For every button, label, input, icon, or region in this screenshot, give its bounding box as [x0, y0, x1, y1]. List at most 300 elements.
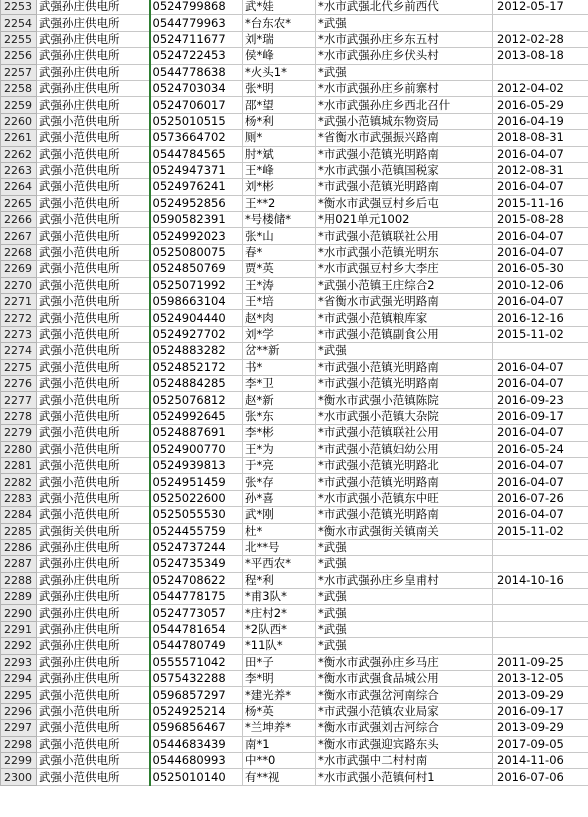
row-number-cell[interactable]: 2274 [1, 343, 37, 359]
date-cell[interactable] [493, 343, 588, 359]
date-cell[interactable]: 2016-04-07 [493, 425, 588, 441]
customer-name-cell[interactable]: 北**号 [243, 539, 316, 555]
address-cell[interactable]: *市武强小范镇联社公用 [316, 425, 493, 441]
date-cell[interactable]: 2016-07-26 [493, 490, 588, 506]
account-number-cell[interactable]: 0524884285 [150, 375, 243, 391]
customer-name-cell[interactable]: 武*娃 [243, 0, 316, 15]
date-cell[interactable]: 2016-04-07 [493, 179, 588, 195]
date-cell[interactable]: 2016-04-07 [493, 228, 588, 244]
date-cell[interactable] [493, 589, 588, 605]
customer-name-cell[interactable]: 张*山 [243, 228, 316, 244]
account-number-cell[interactable]: 0544680993 [150, 752, 243, 768]
customer-name-cell[interactable]: 李*彬 [243, 425, 316, 441]
account-number-cell[interactable]: 0524952856 [150, 195, 243, 211]
supply-office-cell[interactable]: 武强小范供电所 [37, 425, 150, 441]
customer-name-cell[interactable]: 杜* [243, 523, 316, 539]
date-cell[interactable]: 2013-09-29 [493, 720, 588, 736]
supply-office-cell[interactable]: 武强孙庄供电所 [37, 572, 150, 588]
account-number-cell[interactable]: 0524737244 [150, 539, 243, 555]
date-cell[interactable]: 2016-04-07 [493, 375, 588, 391]
row-number-cell[interactable]: 2263 [1, 162, 37, 178]
account-number-cell[interactable]: 0524883282 [150, 343, 243, 359]
address-cell[interactable]: *市武强小范镇粮库家 [316, 310, 493, 326]
account-number-cell[interactable]: 0524850769 [150, 261, 243, 277]
date-cell[interactable]: 2012-02-28 [493, 31, 588, 47]
customer-name-cell[interactable]: 田*子 [243, 654, 316, 670]
supply-office-cell[interactable]: 武强小范供电所 [37, 212, 150, 228]
customer-name-cell[interactable]: 王*峰 [243, 162, 316, 178]
customer-name-cell[interactable]: *台东农* [243, 15, 316, 31]
address-cell[interactable]: *水市武强孙庄乡皇甫村 [316, 572, 493, 588]
address-cell[interactable]: *水市武强孙庄乡伏头村 [316, 48, 493, 64]
date-cell[interactable]: 2016-12-16 [493, 310, 588, 326]
supply-office-cell[interactable]: 武强小范供电所 [37, 769, 150, 785]
account-number-cell[interactable]: 0544784565 [150, 146, 243, 162]
address-cell[interactable]: *武强 [316, 539, 493, 555]
address-cell[interactable]: *武强小范镇城东物资局 [316, 113, 493, 129]
customer-name-cell[interactable]: 王*培 [243, 294, 316, 310]
supply-office-cell[interactable]: 武强孙庄供电所 [37, 671, 150, 687]
customer-name-cell[interactable]: 贾*英 [243, 261, 316, 277]
customer-name-cell[interactable]: *甫3队* [243, 589, 316, 605]
supply-office-cell[interactable]: 武强小范供电所 [37, 228, 150, 244]
row-number-cell[interactable]: 2275 [1, 359, 37, 375]
address-cell[interactable]: *水市武强小范镇东中旺 [316, 490, 493, 506]
date-cell[interactable]: 2015-11-16 [493, 195, 588, 211]
supply-office-cell[interactable]: 武强小范供电所 [37, 146, 150, 162]
account-number-cell[interactable]: 0524900770 [150, 441, 243, 457]
account-number-cell[interactable]: 0524703034 [150, 80, 243, 96]
supply-office-cell[interactable]: 武强孙庄供电所 [37, 589, 150, 605]
date-cell[interactable]: 2016-05-24 [493, 441, 588, 457]
address-cell[interactable]: *水市武强豆村乡大李庄 [316, 261, 493, 277]
row-number-cell[interactable]: 2291 [1, 621, 37, 637]
account-number-cell[interactable]: 0524939813 [150, 457, 243, 473]
date-cell[interactable]: 2018-08-31 [493, 130, 588, 146]
row-number-cell[interactable]: 2261 [1, 130, 37, 146]
supply-office-cell[interactable]: 武强孙庄供电所 [37, 654, 150, 670]
date-cell[interactable]: 2016-09-17 [493, 408, 588, 424]
date-cell[interactable] [493, 556, 588, 572]
customer-name-cell[interactable]: 春* [243, 244, 316, 260]
account-number-cell[interactable]: 0524852172 [150, 359, 243, 375]
supply-office-cell[interactable]: 武强小范供电所 [37, 736, 150, 752]
account-number-cell[interactable]: 0524722453 [150, 48, 243, 64]
date-cell[interactable] [493, 605, 588, 621]
address-cell[interactable]: *武强 [316, 343, 493, 359]
customer-name-cell[interactable]: *平西农* [243, 556, 316, 572]
supply-office-cell[interactable]: 武强孙庄供电所 [37, 556, 150, 572]
address-cell[interactable]: *水市武强小范镇国税家 [316, 162, 493, 178]
account-number-cell[interactable]: 0524951459 [150, 474, 243, 490]
account-number-cell[interactable]: 0573664702 [150, 130, 243, 146]
table-row [1, 294, 588, 310]
customer-name-cell[interactable]: 张*明 [243, 80, 316, 96]
date-cell[interactable]: 2016-04-07 [493, 359, 588, 375]
address-cell[interactable]: *省衡水市武强光明路南 [316, 294, 493, 310]
row-number-cell[interactable]: 2283 [1, 490, 37, 506]
customer-name-cell[interactable]: *2队西* [243, 621, 316, 637]
row-number-cell[interactable]: 2258 [1, 80, 37, 96]
row-number-cell[interactable]: 2259 [1, 97, 37, 113]
supply-office-cell[interactable]: 武强孙庄供电所 [37, 48, 150, 64]
supply-office-cell[interactable]: 武强孙庄供电所 [37, 97, 150, 113]
address-cell[interactable]: *水市武强孙庄乡前寨村 [316, 80, 493, 96]
address-cell[interactable]: *衡水市武强豆村乡后屯 [316, 195, 493, 211]
date-cell[interactable]: 2016-09-23 [493, 392, 588, 408]
supply-office-cell[interactable]: 武强小范供电所 [37, 113, 150, 129]
date-cell[interactable]: 2016-09-17 [493, 703, 588, 719]
customer-name-cell[interactable]: 于*亮 [243, 457, 316, 473]
row-number-cell[interactable]: 2260 [1, 113, 37, 129]
address-cell[interactable]: *武强 [316, 621, 493, 637]
customer-name-cell[interactable]: *庄村2* [243, 605, 316, 621]
supply-office-cell[interactable]: 武强孙庄供电所 [37, 621, 150, 637]
address-cell[interactable]: *衡水市武强食品城公用 [316, 671, 493, 687]
supply-office-cell[interactable]: 武强小范供电所 [37, 687, 150, 703]
row-number-cell[interactable]: 2295 [1, 687, 37, 703]
account-number-cell[interactable]: 0525055530 [150, 507, 243, 523]
account-number-cell[interactable]: 0524455759 [150, 523, 243, 539]
supply-office-cell[interactable]: 武强孙庄供电所 [37, 64, 150, 80]
supply-office-cell[interactable]: 武强小范供电所 [37, 310, 150, 326]
account-number-cell[interactable]: 0575432288 [150, 671, 243, 687]
address-cell[interactable]: *水市武强中二村村南 [316, 752, 493, 768]
account-number-cell[interactable]: 0544779963 [150, 15, 243, 31]
address-cell[interactable]: *衡水市武强小范镇陈院 [316, 392, 493, 408]
account-number-cell[interactable]: 0544778175 [150, 589, 243, 605]
account-number-cell[interactable]: 0596857297 [150, 687, 243, 703]
supply-office-cell[interactable]: 武强小范供电所 [37, 441, 150, 457]
date-cell[interactable]: 2016-05-29 [493, 97, 588, 113]
table-row [1, 113, 588, 129]
date-cell[interactable]: 2014-11-06 [493, 752, 588, 768]
row-number-cell[interactable]: 2290 [1, 605, 37, 621]
date-cell[interactable]: 2016-04-19 [493, 113, 588, 129]
row-number-cell[interactable]: 2256 [1, 48, 37, 64]
account-number-cell[interactable]: 0525010515 [150, 113, 243, 129]
address-cell[interactable]: *武强 [316, 605, 493, 621]
row-number-cell[interactable]: 2262 [1, 146, 37, 162]
address-cell[interactable]: *省衡水市武强振兴路南 [316, 130, 493, 146]
account-number-cell[interactable]: 0524887691 [150, 425, 243, 441]
customer-name-cell[interactable]: 张*存 [243, 474, 316, 490]
account-number-cell[interactable]: 0524947371 [150, 162, 243, 178]
table-row [1, 97, 588, 113]
row-number-cell[interactable]: 2277 [1, 392, 37, 408]
account-number-cell[interactable]: 0525071992 [150, 277, 243, 293]
table-row [1, 621, 588, 637]
table-row [1, 539, 588, 555]
date-cell[interactable]: 2016-04-07 [493, 294, 588, 310]
date-cell[interactable]: 2014-10-16 [493, 572, 588, 588]
address-cell[interactable]: *水市武强小范镇何村1 [316, 769, 493, 785]
row-number-cell[interactable]: 2286 [1, 539, 37, 555]
address-cell[interactable]: *市武强小范镇副食公用 [316, 326, 493, 342]
account-number-cell[interactable]: 0555571042 [150, 654, 243, 670]
address-cell[interactable]: *武强 [316, 15, 493, 31]
date-cell[interactable]: 2012-05-17 [493, 0, 588, 15]
customer-name-cell[interactable]: 刘*学 [243, 326, 316, 342]
address-cell[interactable]: *市武强小范镇光明路南 [316, 146, 493, 162]
date-cell[interactable]: 2015-08-28 [493, 212, 588, 228]
date-cell[interactable]: 2016-05-30 [493, 261, 588, 277]
account-number-cell[interactable]: 0524992645 [150, 408, 243, 424]
supply-office-cell[interactable]: 武强孙庄供电所 [37, 31, 150, 47]
address-cell[interactable]: *水市武强北代乡前西代 [316, 0, 493, 15]
customer-name-cell[interactable]: 王*为 [243, 441, 316, 457]
row-number-cell[interactable]: 2285 [1, 523, 37, 539]
address-cell[interactable]: *用021单元1002 [316, 212, 493, 228]
supply-office-cell[interactable]: 武强孙庄供电所 [37, 539, 150, 555]
date-cell[interactable]: 2012-08-31 [493, 162, 588, 178]
customer-name-cell[interactable]: *号楼储* [243, 212, 316, 228]
supply-office-cell[interactable]: 武强小范供电所 [37, 130, 150, 146]
supply-office-cell[interactable]: 武强小范供电所 [37, 277, 150, 293]
account-number-cell[interactable]: 0525010140 [150, 769, 243, 785]
row-number-cell[interactable]: 2289 [1, 589, 37, 605]
address-cell[interactable]: *武强 [316, 589, 493, 605]
row-number-cell[interactable]: 2273 [1, 326, 37, 342]
account-number-cell[interactable]: 0524976241 [150, 179, 243, 195]
customer-name-cell[interactable]: 赵*新 [243, 392, 316, 408]
row-number-cell[interactable]: 2298 [1, 736, 37, 752]
address-cell[interactable]: *市武强小范镇联社公用 [316, 228, 493, 244]
supply-office-cell[interactable]: 武强小范供电所 [37, 195, 150, 211]
address-cell[interactable]: *市武强小范镇光明路南 [316, 359, 493, 375]
customer-name-cell[interactable]: *兰坤养* [243, 720, 316, 736]
table-row [1, 605, 588, 621]
date-cell[interactable]: 2013-12-05 [493, 671, 588, 687]
row-number-cell[interactable]: 2281 [1, 457, 37, 473]
row-number-cell[interactable]: 2254 [1, 15, 37, 31]
address-cell[interactable]: *水市武强孙庄乡西北召什 [316, 97, 493, 113]
supply-office-cell[interactable]: 武强孙庄供电所 [37, 15, 150, 31]
customer-name-cell[interactable]: 肘*斌 [243, 146, 316, 162]
address-cell[interactable]: *市武强小范镇妇幼公用 [316, 441, 493, 457]
customer-name-cell[interactable]: 刘*瑞 [243, 31, 316, 47]
account-number-cell[interactable]: 0525022600 [150, 490, 243, 506]
customer-name-cell[interactable]: *火头1* [243, 64, 316, 80]
date-cell[interactable]: 2016-04-07 [493, 507, 588, 523]
date-cell[interactable]: 2016-07-06 [493, 769, 588, 785]
address-cell[interactable]: *衡水市武强孙庄乡马庄 [316, 654, 493, 670]
account-number-cell[interactable]: 0524927702 [150, 326, 243, 342]
supply-office-cell[interactable]: 武强小范供电所 [37, 703, 150, 719]
account-number-cell[interactable]: 0524708622 [150, 572, 243, 588]
table-row [1, 687, 588, 703]
date-cell[interactable]: 2016-04-07 [493, 244, 588, 260]
supply-office-cell[interactable]: 武强小范供电所 [37, 261, 150, 277]
row-number-cell[interactable]: 2293 [1, 654, 37, 670]
address-cell[interactable]: *市武强小范镇光明路南 [316, 179, 493, 195]
table-row [1, 769, 588, 785]
date-cell[interactable]: 2011-09-25 [493, 654, 588, 670]
supply-office-cell[interactable]: 武强小范供电所 [37, 720, 150, 736]
customer-name-cell[interactable]: 书* [243, 359, 316, 375]
customer-name-cell[interactable]: 武*刚 [243, 507, 316, 523]
row-number-cell[interactable]: 2280 [1, 441, 37, 457]
customer-name-cell[interactable]: *11队* [243, 638, 316, 654]
row-number-cell[interactable]: 2269 [1, 261, 37, 277]
supply-office-cell[interactable]: 武强孙庄供电所 [37, 0, 150, 15]
row-number-cell[interactable]: 2271 [1, 294, 37, 310]
address-cell[interactable]: *武强 [316, 638, 493, 654]
row-number-cell[interactable]: 2268 [1, 244, 37, 260]
date-cell[interactable]: 2013-09-29 [493, 687, 588, 703]
supply-office-cell[interactable]: 武强孙庄供电所 [37, 638, 150, 654]
row-number-cell[interactable]: 2264 [1, 179, 37, 195]
customer-name-cell[interactable]: 南*1 [243, 736, 316, 752]
supply-office-cell[interactable]: 武强小范供电所 [37, 359, 150, 375]
account-number-cell[interactable]: 0524904440 [150, 310, 243, 326]
address-cell[interactable]: *市武强小范镇光明路南 [316, 507, 493, 523]
customer-name-cell[interactable]: 中**0 [243, 752, 316, 768]
account-number-cell[interactable]: 0544778638 [150, 64, 243, 80]
row-number-cell[interactable]: 2255 [1, 31, 37, 47]
date-cell[interactable]: 2013-08-18 [493, 48, 588, 64]
date-cell[interactable] [493, 64, 588, 80]
customer-name-cell[interactable]: 侯*峰 [243, 48, 316, 64]
address-cell[interactable]: *市武强小范镇光明路南 [316, 375, 493, 391]
date-cell[interactable] [493, 621, 588, 637]
table-row [1, 130, 588, 146]
account-number-cell[interactable]: 0590582391 [150, 212, 243, 228]
supply-office-cell[interactable]: 武强小范供电所 [37, 752, 150, 768]
row-number-cell[interactable]: 2276 [1, 375, 37, 391]
table-row [1, 671, 588, 687]
address-cell[interactable]: *衡水市武强刘古河综合 [316, 720, 493, 736]
supply-office-cell[interactable]: 武强小范供电所 [37, 392, 150, 408]
row-number-cell[interactable]: 2297 [1, 720, 37, 736]
account-number-cell[interactable]: 0544780749 [150, 638, 243, 654]
address-cell[interactable]: *衡水市武强街关镇南关 [316, 523, 493, 539]
date-cell[interactable]: 2010-12-06 [493, 277, 588, 293]
account-number-cell[interactable]: 0544683439 [150, 736, 243, 752]
customer-name-cell[interactable]: 赵*肉 [243, 310, 316, 326]
account-number-cell[interactable]: 0524711677 [150, 31, 243, 47]
address-cell[interactable]: *衡水市武强迎宾路东头 [316, 736, 493, 752]
address-cell[interactable]: *市武强小范镇光明路北 [316, 457, 493, 473]
supply-office-cell[interactable]: 武强小范供电所 [37, 244, 150, 260]
row-number-cell[interactable]: 2266 [1, 212, 37, 228]
row-number-cell[interactable]: 2299 [1, 752, 37, 768]
row-number-cell[interactable]: 2300 [1, 769, 37, 785]
supply-office-cell[interactable]: 武强小范供电所 [37, 474, 150, 490]
customer-name-cell[interactable]: 李*卫 [243, 375, 316, 391]
row-number-cell[interactable]: 2284 [1, 507, 37, 523]
row-number-cell[interactable]: 2287 [1, 556, 37, 572]
address-cell[interactable]: *市武强小范镇光明路南 [316, 474, 493, 490]
customer-name-cell[interactable]: 王**2 [243, 195, 316, 211]
date-cell[interactable]: 2016-04-07 [493, 474, 588, 490]
address-cell[interactable]: *武强小范镇王庄综合2 [316, 277, 493, 293]
row-number-cell[interactable]: 2296 [1, 703, 37, 719]
address-cell[interactable]: *衡水市武强岔河南综合 [316, 687, 493, 703]
address-cell[interactable]: *水市武强孙庄乡东五村 [316, 31, 493, 47]
date-cell[interactable]: 2015-11-02 [493, 326, 588, 342]
supply-office-cell[interactable]: 武强街关供电所 [37, 523, 150, 539]
supply-office-cell[interactable]: 武强小范供电所 [37, 507, 150, 523]
account-number-cell[interactable]: 0524992023 [150, 228, 243, 244]
row-number-cell[interactable]: 2270 [1, 277, 37, 293]
row-number-cell[interactable]: 2282 [1, 474, 37, 490]
supply-office-cell[interactable]: 武强小范供电所 [37, 294, 150, 310]
address-cell[interactable]: *武强 [316, 64, 493, 80]
account-number-cell[interactable]: 0524706017 [150, 97, 243, 113]
row-number-cell[interactable]: 2265 [1, 195, 37, 211]
supply-office-cell[interactable]: 武强小范供电所 [37, 375, 150, 391]
supply-office-cell[interactable]: 武强小范供电所 [37, 408, 150, 424]
account-number-cell[interactable]: 0524773057 [150, 605, 243, 621]
customer-name-cell[interactable]: 刘*彬 [243, 179, 316, 195]
supply-office-cell[interactable]: 武强小范供电所 [37, 162, 150, 178]
date-cell[interactable]: 2015-11-02 [493, 523, 588, 539]
date-cell[interactable]: 2016-04-07 [493, 146, 588, 162]
table-row [1, 457, 588, 473]
address-cell[interactable]: *水市武强小范镇大杂院 [316, 408, 493, 424]
supply-office-cell[interactable]: 武强小范供电所 [37, 179, 150, 195]
account-number-cell[interactable]: 0598663104 [150, 294, 243, 310]
supply-office-cell[interactable]: 武强孙庄供电所 [37, 80, 150, 96]
date-cell[interactable] [493, 638, 588, 654]
row-number-cell[interactable]: 2267 [1, 228, 37, 244]
date-cell[interactable] [493, 15, 588, 31]
customer-name-cell[interactable]: 邵*望 [243, 97, 316, 113]
customer-name-cell[interactable]: 岔**新 [243, 343, 316, 359]
customer-name-cell[interactable]: 杨*英 [243, 703, 316, 719]
date-cell[interactable]: 2017-09-05 [493, 736, 588, 752]
address-cell[interactable]: *市武强小范镇农业局家 [316, 703, 493, 719]
address-cell[interactable]: *武强 [316, 556, 493, 572]
customer-name-cell[interactable]: 杨*利 [243, 113, 316, 129]
supply-office-cell[interactable]: 武强小范供电所 [37, 490, 150, 506]
row-number-cell[interactable]: 2279 [1, 425, 37, 441]
customer-name-cell[interactable]: 有**视 [243, 769, 316, 785]
date-cell[interactable]: 2016-04-07 [493, 457, 588, 473]
customer-name-cell[interactable]: 王*涛 [243, 277, 316, 293]
supply-office-cell[interactable]: 武强小范供电所 [37, 457, 150, 473]
row-number-cell[interactable]: 2257 [1, 64, 37, 80]
row-number-cell[interactable]: 2278 [1, 408, 37, 424]
customer-name-cell[interactable]: 张*东 [243, 408, 316, 424]
row-number-cell[interactable]: 2288 [1, 572, 37, 588]
date-cell[interactable]: 2012-04-02 [493, 80, 588, 96]
account-number-cell[interactable]: 0525080075 [150, 244, 243, 260]
account-number-cell[interactable]: 0596856467 [150, 720, 243, 736]
account-number-cell[interactable]: 0524799868 [150, 0, 243, 15]
supply-office-cell[interactable]: 武强孙庄供电所 [37, 605, 150, 621]
customer-name-cell[interactable]: 程*利 [243, 572, 316, 588]
row-number-cell[interactable]: 2253 [1, 0, 37, 15]
customer-name-cell[interactable]: 孙*喜 [243, 490, 316, 506]
date-cell[interactable] [493, 539, 588, 555]
row-number-cell[interactable]: 2292 [1, 638, 37, 654]
customer-name-cell[interactable]: 厕* [243, 130, 316, 146]
customer-name-cell[interactable]: 李*明 [243, 671, 316, 687]
row-number-cell[interactable]: 2272 [1, 310, 37, 326]
address-cell[interactable]: *水市武强小范镇光明东 [316, 244, 493, 260]
customer-name-cell[interactable]: *建光养* [243, 687, 316, 703]
account-number-cell[interactable]: 0524925214 [150, 703, 243, 719]
table-row [1, 720, 588, 736]
account-number-cell[interactable]: 0544781654 [150, 621, 243, 637]
row-number-cell[interactable]: 2294 [1, 671, 37, 687]
supply-office-cell[interactable]: 武强小范供电所 [37, 326, 150, 342]
supply-office-cell[interactable]: 武强小范供电所 [37, 343, 150, 359]
account-number-cell[interactable]: 0524735349 [150, 556, 243, 572]
account-number-cell[interactable]: 0525076812 [150, 392, 243, 408]
